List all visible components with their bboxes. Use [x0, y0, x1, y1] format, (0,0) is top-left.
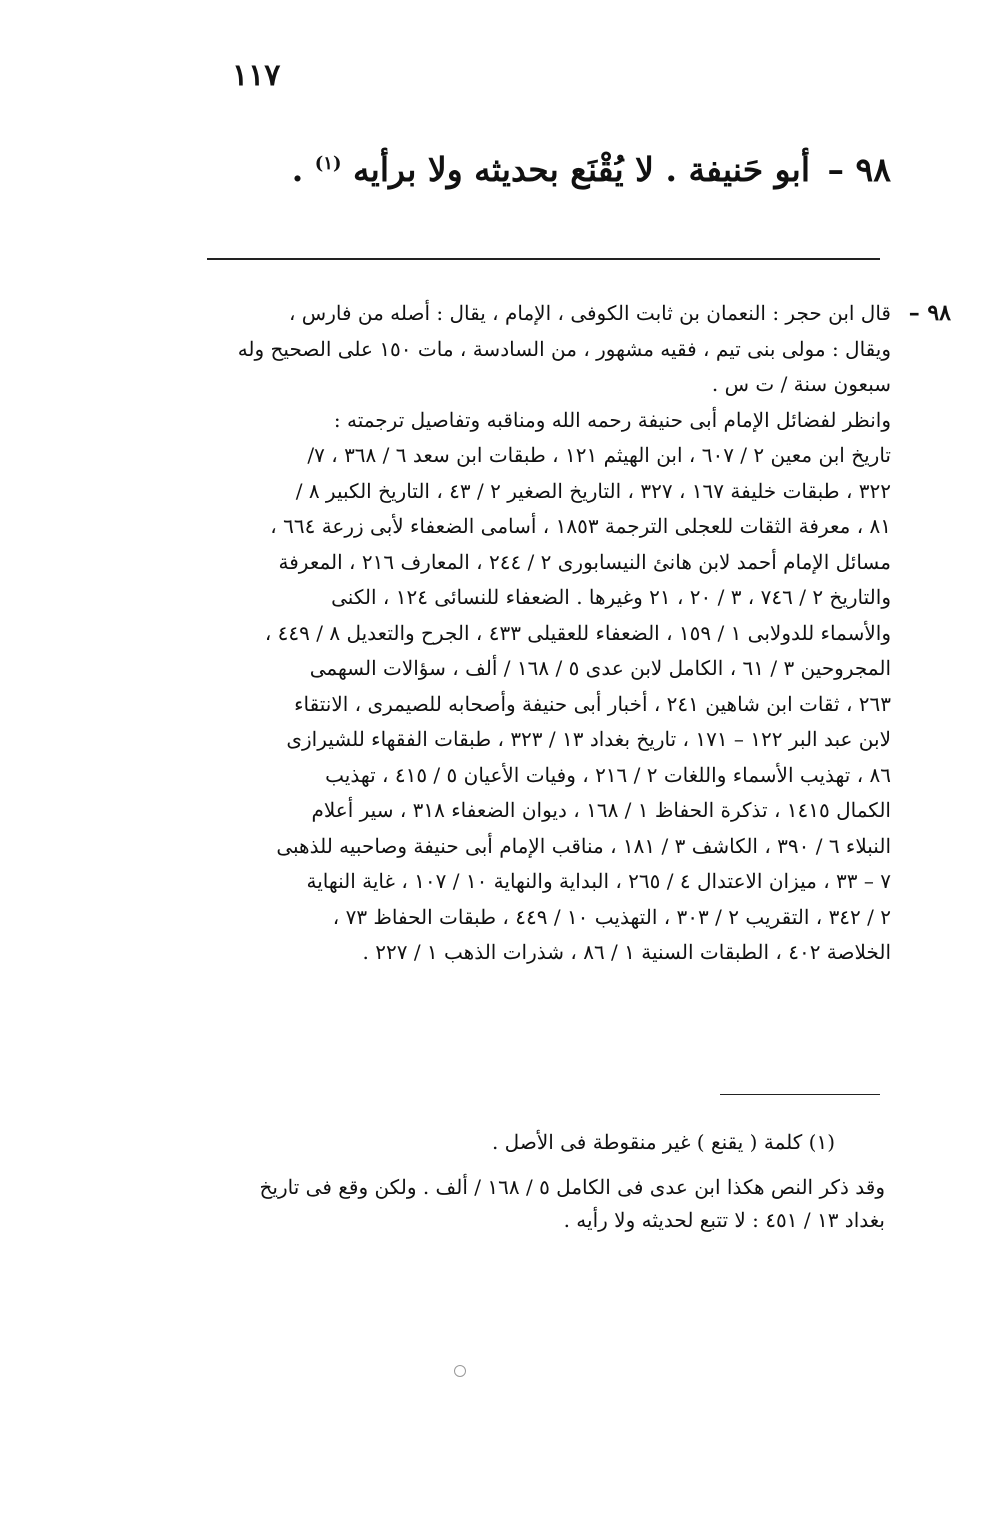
footnote-1: (١) كلمة ( يقنع ) غير منقوطة فى الأصل .	[491, 1130, 835, 1154]
notes-line: لابن عبد البر ١٢٢ – ١٧١ ، تاريخ بغداد ١٣ / ٣٢٣ ، طبقات الفقهاء للشيرازى	[286, 727, 891, 751]
notes-line: قال ابن حجر : النعمان بن ثابت الكوفى ، الإمام ، يقال : أصله من فارس ،	[288, 301, 891, 325]
footnote-1-continuation: بغداد ١٣ / ٤٥١ : لا تتبع لحديثه ولا رأيه .	[563, 1208, 885, 1232]
footnote-reference: (١)	[314, 153, 342, 174]
footnote-divider	[720, 1094, 880, 1095]
footnote-1-continuation: وقد ذكر النص هكذا ابن عدى فى الكامل ٥ / ١٦٨ / ألف . ولكن وقع فى تاريخ	[259, 1175, 885, 1199]
footnotes	[185, 1126, 885, 1237]
notes-line: الخلاصة ٤٠٢ ، الطبقات السنية ١ / ٨٦ ، شذرات الذهب ١ / ٢٢٧ .	[362, 940, 891, 964]
entry-number: ٩٨ –	[827, 150, 891, 189]
notes-line: الكمال ١٤١٥ ، تذكرة الحفاظ ١ / ١٦٨ ، ديوان الضعفاء ٣١٨ ، سير أعلام	[311, 798, 891, 822]
notes-line: مسائل الإمام أحمد لابن هانئ النيسابورى ٢ / ٢٤٤ ، المعارف ٢١٦ ، المعرفة	[278, 549, 891, 574]
notes-line: النبلاء ٦ / ٣٩٠ ، الكاشف ٣ / ١٨١ ، مناقب الإمام أبى حنيفة وصاحبيه للذهبى	[276, 833, 891, 858]
entry-end-mark: .	[291, 150, 304, 189]
scan-speck	[454, 1365, 466, 1377]
notes-line: ٣٢٢ ، طبقات خليفة ١٦٧ ، ٣٢٧ ، التاريخ الصغير ٢ / ٤٣ ، التاريخ الكبير ٨ /	[295, 478, 891, 503]
section-divider	[207, 258, 880, 260]
notes-line: ويقال : مولى بنى تيم ، فقيه مشهور ، من السادسة ، مات ١٥٠ على الصحيح وله	[237, 336, 891, 361]
notes-line: سبعون سنة / ت س .	[711, 372, 891, 396]
notes-line: ٢٦٣ ، ثقات ابن شاهين ٢٤١ ، أخبار أبى حنيفة وأصحابه للصيمرى ، الانتقاء	[294, 691, 891, 716]
page-number: ١١٧	[232, 58, 281, 93]
notes-line: المجروحين ٣ / ٦١ ، الكامل لابن عدى ٥ / ١٦٨ / ألف ، سؤالات السهمى	[309, 656, 891, 680]
notes-entry-number: ٩٨ –	[908, 300, 951, 326]
notes-line: ٨١ ، معرفة الثقات للعجلى الترجمة ١٨٥٣ ، أسامى الضعفاء لأبى زرعة ٦٦٤ ،	[270, 514, 891, 538]
entry-text: أبو حَنيفة . لا يُقْنَع بحديثه ولا برأيه	[352, 150, 811, 189]
notes-line: ٢ / ٣٤٢ ، التقريب ٢ / ٣٠٣ ، التهذيب ١٠ / ٤٤٩ ، طبقات الحفاظ ٧٣ ،	[332, 904, 891, 929]
entry-notes	[191, 296, 951, 971]
notes-line: تاريخ ابن معين ٢ / ٦٠٧ ، ابن الهيثم ١٢١ ، طبقات ابن سعد ٦ / ٣٦٨ ، ٧/	[307, 443, 891, 467]
notes-line: وانظر لفضائل الإمام أبى حنيفة رحمه الله ومناقبه وتفاصيل ترجمته :	[333, 407, 891, 432]
notes-line: والتاريخ ٢ / ٧٤٦ ، ٣ / ٢٠ ، ٢١ وغيرها . الضعفاء للنسائى ١٢٤ ، الكنى	[331, 585, 891, 609]
notes-line: ٨٦ ، تهذيب الأسماء واللغات ٢ / ٢١٦ ، وفيات الأعيان ٥ / ٤١٥ ، تهذيب	[325, 762, 891, 787]
notes-line: والأسماء للدولابى ١ / ١٥٩ ، الضعفاء للعقيلى ٤٣٣ ، الجرح والتعديل ٨ / ٤٤٩ ،	[264, 620, 891, 645]
notes-line: ٧ – ٣٣ ، ميزان الاعتدال ٤ / ٢٦٥ ، البداية والنهاية ١٠ / ١٠٧ ، غاية النهاية	[306, 869, 891, 893]
entry-heading	[131, 150, 891, 189]
